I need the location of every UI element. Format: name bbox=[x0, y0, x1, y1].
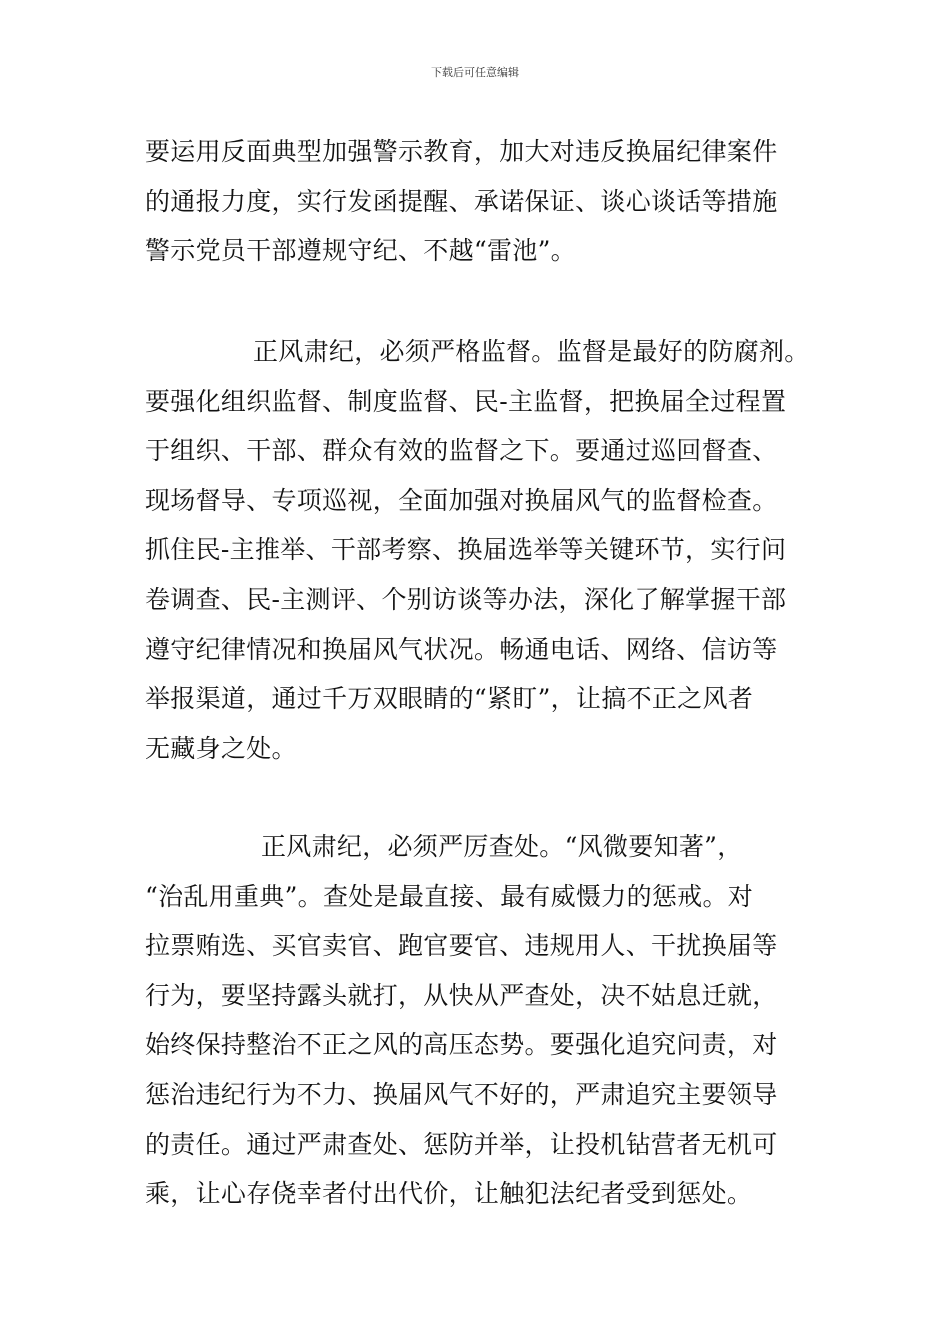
paragraph-line: 遵守纪律情况和换届风气状况。畅通电话、网络、信访等 bbox=[145, 634, 778, 664]
header-note: 下载后可任意编辑 bbox=[431, 66, 519, 79]
paragraph-line: 正风肃纪，必须严厉查处。“风微要知著”， bbox=[261, 832, 743, 861]
paragraph-line: 行为，要坚持露头就打，从快从严查处，决不姑息迁就， bbox=[145, 980, 778, 1010]
paragraph-line: 于组织、干部、群众有效的监督之下。要通过巡回督查、 bbox=[145, 436, 778, 466]
paragraph-line: 始终保持整治不正之风的高压态势。要强化追究问责，对 bbox=[145, 1030, 778, 1060]
paragraph-1 bbox=[145, 127, 825, 276]
paragraph-2 bbox=[145, 327, 825, 773]
paragraph-line: 乘，让心存侥幸者付出代价，让触犯法纪者受到惩处。 bbox=[145, 1179, 753, 1209]
paragraph-line: 卷调查、民-主测评、个别访谈等办法，深化了解掌握干部 bbox=[145, 584, 787, 614]
paragraph-line: 抓住民-主推举、干部考察、换届选举等关键环节，实行问 bbox=[145, 535, 787, 565]
paragraph-3 bbox=[145, 822, 825, 1219]
paragraph-line: 警示党员干部遵规守纪、不越“雷池”。 bbox=[145, 236, 576, 266]
paragraph-line: 拉票贿选、买官卖官、跑官要官、违规用人、干扰换届等 bbox=[145, 931, 778, 961]
paragraph-line: 要运用反面典型加强警示教育，加大对违反换届纪律案件 bbox=[145, 137, 778, 166]
paragraph-line: 正风肃纪，必须严格监督。监督是最好的防腐剂。 bbox=[253, 337, 810, 366]
paragraph-line: 要强化组织监督、制度监督、民-主监督，把换届全过程置 bbox=[145, 386, 787, 416]
paragraph-line: “治乱用重典”。查处是最直接、最有威慑力的惩戒。对 bbox=[145, 881, 754, 911]
paragraph-line: 举报渠道，通过千万双眼睛的“紧盯”，让搞不正之风者 bbox=[145, 684, 754, 714]
paragraph-line: 惩治违纪行为不力、换届风气不好的，严肃追究主要领导 bbox=[145, 1079, 778, 1109]
paragraph-line: 的责任。通过严肃查处、惩防并举，让投机钻营者无机可 bbox=[145, 1129, 778, 1159]
paragraph-line: 现场督导、专项巡视，全面加强对换届风气的监督检查。 bbox=[145, 485, 778, 515]
paragraph-line: 的通报力度，实行发函提醒、承诺保证、谈心谈话等措施 bbox=[145, 186, 778, 216]
paragraph-line: 无藏身之处。 bbox=[145, 733, 297, 763]
